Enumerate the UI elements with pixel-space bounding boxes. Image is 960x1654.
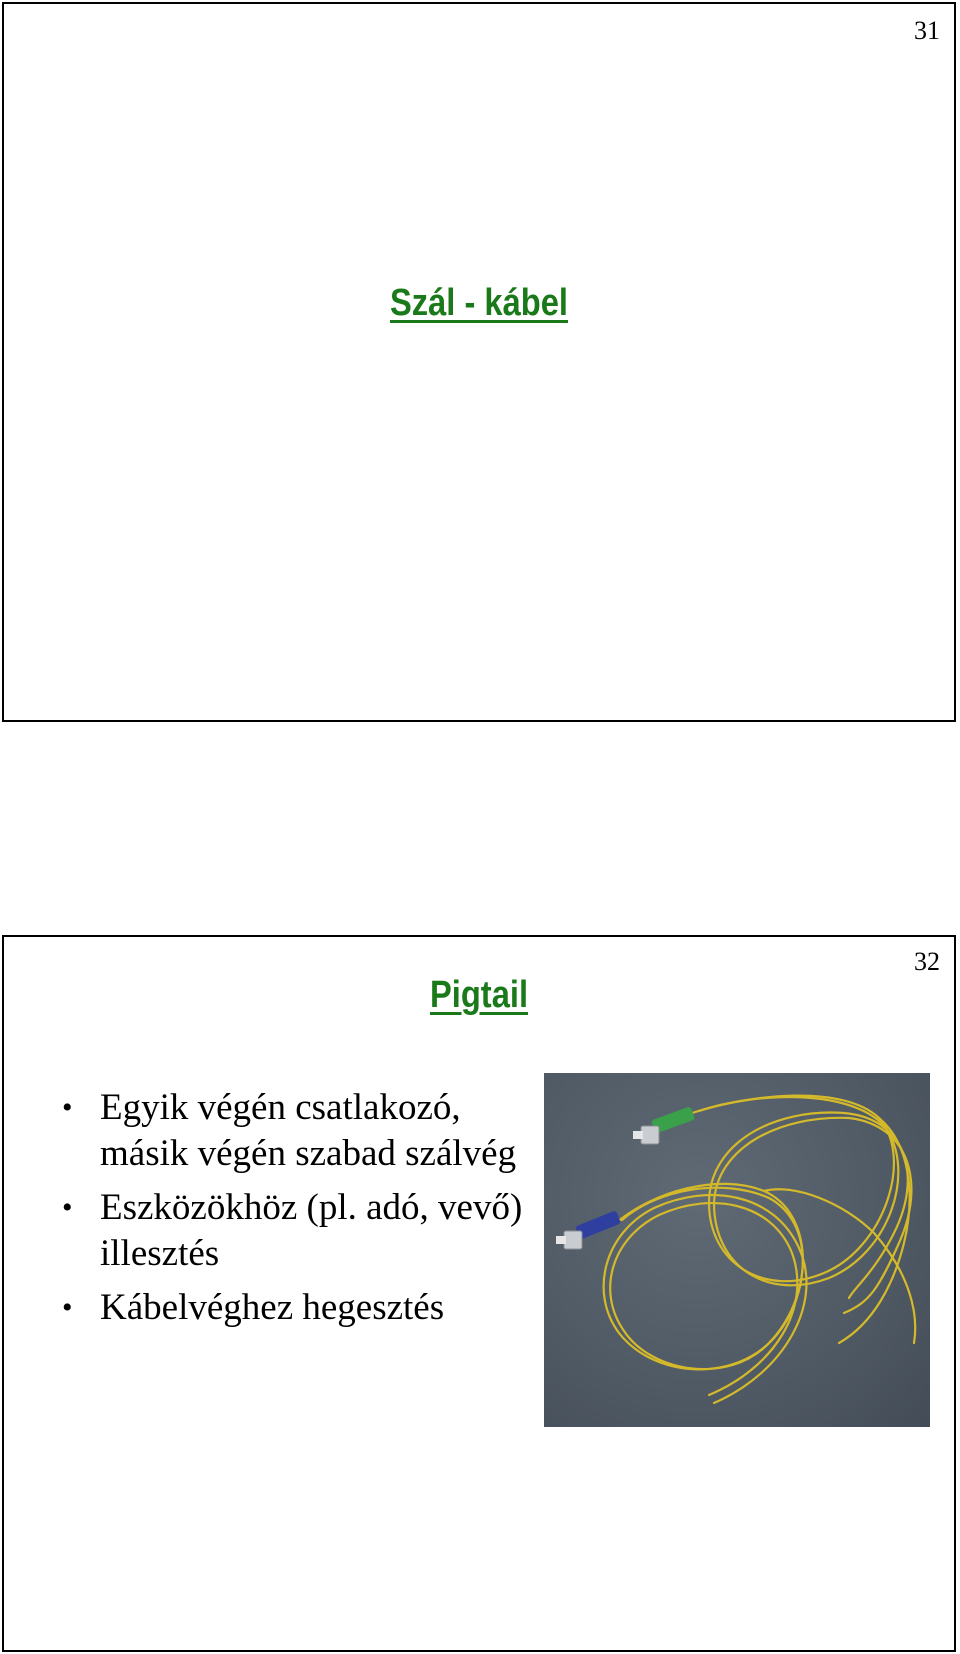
green-connector	[633, 1106, 695, 1144]
bullet-text: Egyik végén csatlakozó, másik végén szabad szálvég	[100, 1087, 517, 1174]
bullet-item	[62, 1285, 532, 1331]
upper-fiber-coil	[692, 1096, 911, 1343]
bullet-dot-icon: •	[62, 1091, 73, 1124]
bullet-dot-icon: •	[62, 1191, 73, 1224]
pigtail-photo	[544, 1073, 930, 1427]
bullet-item	[62, 1085, 532, 1177]
slide-31	[2, 2, 956, 722]
bullet-item	[62, 1185, 532, 1277]
slide-title: Pigtail	[429, 974, 529, 1016]
slide-title: Szál - kábel	[389, 282, 568, 324]
lower-fiber-coil	[604, 1184, 916, 1403]
fiber-pigtail-illustration	[544, 1073, 930, 1427]
slide-number: 32	[914, 947, 940, 976]
slide-32	[2, 935, 956, 1652]
bullet-text: Kábelvéghez hegesztés	[100, 1287, 445, 1328]
blue-connector	[556, 1210, 621, 1249]
bullet-list	[62, 1085, 532, 1339]
bullet-dot-icon: •	[62, 1291, 73, 1324]
bullet-text: Eszközökhöz (pl. adó, vevő) illesztés	[100, 1187, 523, 1274]
slide-number: 31	[914, 16, 940, 45]
